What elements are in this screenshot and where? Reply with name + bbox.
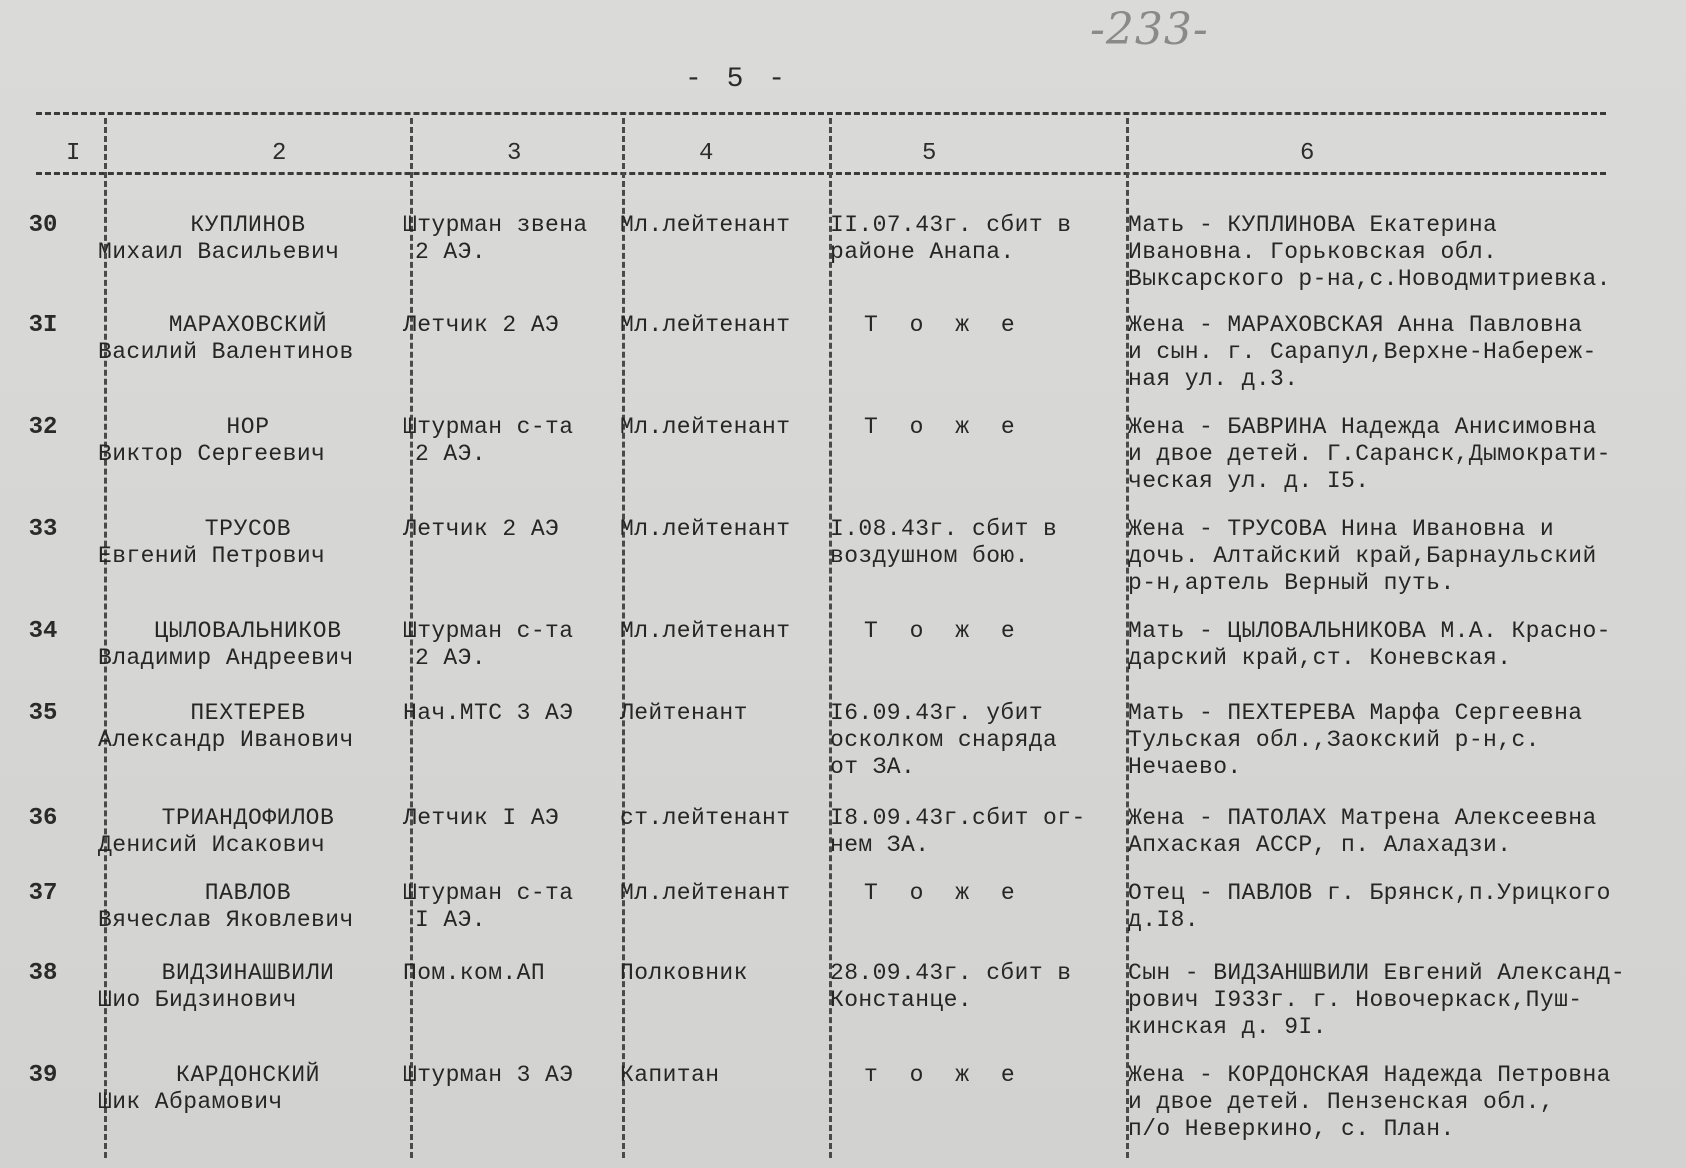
circumstances-line: I.08.43г. сбит в [830,516,1058,542]
relatives-cell [1128,312,1673,393]
circumstances-line: нем ЗА. [830,832,930,858]
relatives-line: Апхаская АССР, п. Алахадзи. [1128,832,1512,858]
position-line: Штурман звена [403,212,588,238]
circumstances-cell [830,700,1125,781]
relatives-line: Жена - КОРДОНСКАЯ Надежда Петровна [1128,1062,1611,1088]
circumstances-line: районе Анапа. [830,239,1015,265]
circumstances-cell [830,312,1125,339]
position-line: Летчик 2 АЭ [403,516,560,542]
row-number: 38 [28,960,58,987]
row-number: 35 [28,700,58,727]
position-line: Штурман с-та [403,880,574,906]
row-number: 36 [28,805,58,832]
surname: КУПЛИНОВ [190,212,306,238]
relatives-line: и двое детей. Пензенская обл., [1128,1089,1555,1115]
name-cell [98,618,398,672]
position-cell [403,516,618,543]
circumstances-line: I8.09.43г.сбит ог- [830,805,1086,831]
column-header-6: 6 [1300,140,1315,167]
relatives-line: дочь. Алтайский край,Барнаульский [1128,543,1597,569]
position-line: Летчик I АЭ [403,805,560,831]
given-name: Виктор Сергеевич [98,441,326,467]
circumstances-line: Констанце. [830,987,973,1013]
rank-cell: Мл.лейтенант [620,516,791,542]
circumstances-line: Т о ж е [864,618,1024,644]
circumstances-line: Т о ж е [864,414,1024,440]
given-name: Шио Бидзинович [98,987,297,1013]
relatives-line: Нечаево. [1128,754,1242,780]
page-number: - 5 - [685,64,790,95]
circumstances-cell [830,1062,1125,1089]
column-header-3: 3 [507,140,522,167]
given-name: Михаил Васильевич [98,239,340,265]
circumstances-cell [830,212,1125,266]
surname: КАРДОНСКИЙ [175,1062,321,1088]
position-line: Штурман с-та [403,414,574,440]
circumstances-line: воздушном бою. [830,543,1029,569]
row-number: 37 [28,880,58,907]
circumstances-cell [830,414,1125,441]
given-name: Вячеслав Яковлевич [98,907,354,933]
rank-cell: Полковник [620,960,748,986]
circumstances-line: осколком снаряда [830,727,1058,753]
position-line: Пом.ком.АП [403,960,546,986]
column-header-2: 2 [272,140,287,167]
relatives-line: ческая ул. д. I5. [1128,468,1370,494]
relatives-line: д.I8. [1128,907,1200,933]
relatives-line: Жена - БАВРИНА Надежда Анисимовна [1128,414,1597,440]
circumstances-line: II.07.43г. сбит в [830,212,1072,238]
surname: ТРИАНДОФИЛОВ [161,805,335,831]
position-cell [403,880,618,934]
relatives-line: Жена - ТРУСОВА Нина Ивановна и [1128,516,1555,542]
position-cell [403,312,618,339]
column-header-5: 5 [922,140,937,167]
name-cell [98,312,398,366]
row-number: 33 [28,516,58,543]
column-header-1: I [66,140,81,167]
relatives-line: рович I933г. г. Новочеркаск,Пуш- [1128,987,1583,1013]
surname: ТРУСОВ [204,516,292,542]
given-name: Евгений Петрович [98,543,326,569]
relatives-cell [1128,414,1673,495]
given-name: Владимир Андреевич [98,645,354,671]
relatives-line: Мать - КУПЛИНОВА Екатерина [1128,212,1498,238]
circumstances-cell [830,618,1125,645]
name-cell [98,212,398,266]
circumstances-line: 28.09.43г. сбит в [830,960,1072,986]
relatives-cell [1128,960,1673,1041]
position-line: I АЭ. [415,907,487,933]
archive-page-number: -233- [1090,4,1209,55]
relatives-line: дарский край,ст. Коневская. [1128,645,1512,671]
row-number: 30 [28,212,58,239]
rank-cell: Мл.лейтенант [620,414,791,440]
header-bottom-rule [36,172,1606,175]
position-cell [403,1062,618,1089]
name-cell [98,1062,398,1116]
position-cell [403,414,618,468]
position-line: 2 АЭ. [415,441,487,467]
position-line: Нач.МТС 3 АЭ [403,700,574,726]
circumstances-line: т о ж е [864,1062,1024,1088]
position-cell [403,618,618,672]
relatives-line: Жена - ПАТОЛАХ Матрена Алексеевна [1128,805,1597,831]
relatives-cell [1128,700,1673,781]
given-name: Шик Абрамович [98,1089,283,1115]
surname: МАРАХОВСКИЙ [168,312,328,338]
position-cell [403,700,618,727]
relatives-line: Ивановна. Горьковская обл. [1128,239,1498,265]
position-cell [403,212,618,266]
circumstances-cell [830,960,1125,1014]
position-line: Штурман 3 АЭ [403,1062,574,1088]
row-number: 3I [28,312,58,339]
relatives-cell [1128,212,1673,293]
column-header-4: 4 [699,140,714,167]
relatives-line: Жена - МАРАХОВСКАЯ Анна Павловна [1128,312,1583,338]
name-cell [98,960,398,1014]
surname: ВИДЗИНАШВИЛИ [161,960,335,986]
given-name: Василий Валентинов [98,339,354,365]
circumstances-cell [830,805,1125,859]
relatives-cell [1128,1062,1673,1143]
relatives-line: Отец - ПАВЛОВ г. Брянск,п.Урицкого [1128,880,1611,906]
surname: ЦЫЛОВАЛЬНИКОВ [154,618,342,644]
row-number: 39 [28,1062,58,1089]
given-name: Александр Иванович [98,727,354,753]
rank-cell: Капитан [620,1062,720,1088]
circumstances-cell [830,516,1125,570]
relatives-cell [1128,618,1673,672]
position-cell [403,805,618,832]
relatives-line: и сын. г. Сарапул,Верхне-Набереж- [1128,339,1597,365]
circumstances-line: от ЗА. [830,754,916,780]
relatives-line: Сын - ВИДЗАНШВИЛИ Евгений Александ- [1128,960,1626,986]
rank-cell: ст.лейтенант [620,805,791,831]
circumstances-line: I6.09.43г. убит [830,700,1044,726]
relatives-line: Мать - ПЕХТЕРЕВА Марфа Сергеевна [1128,700,1583,726]
given-name: Денисий Исакович [98,832,326,858]
name-cell [98,700,398,754]
name-cell [98,880,398,934]
relatives-line: п/о Неверкино, с. План. [1128,1116,1455,1142]
circumstances-cell [830,880,1125,907]
rank-cell: Мл.лейтенант [620,212,791,238]
relatives-line: р-н,артель Верный путь. [1128,570,1455,596]
relatives-cell [1128,516,1673,597]
relatives-line: Мать - ЦЫЛОВАЛЬНИКОВА М.А. Красно- [1128,618,1611,644]
relatives-cell [1128,880,1673,934]
name-cell [98,805,398,859]
rank-cell: Лейтенант [620,700,748,726]
position-cell [403,960,618,987]
relatives-line: Выксарского р-на,с.Новодмитриевка. [1128,266,1611,292]
table-top-rule [36,112,1606,115]
rank-cell: Мл.лейтенант [620,312,791,338]
name-cell [98,414,398,468]
circumstances-line: Т о ж е [864,880,1024,906]
relatives-line: и двое детей. Г.Саранск,Дымократи- [1128,441,1611,467]
position-line: Штурман с-та [403,618,574,644]
rank-cell: Мл.лейтенант [620,880,791,906]
rank-cell: Мл.лейтенант [620,618,791,644]
surname: ПЕХТЕРЕВ [190,700,306,726]
relatives-line: ная ул. д.3. [1128,366,1299,392]
position-line: Летчик 2 АЭ [403,312,560,338]
surname: НОР [226,414,270,440]
relatives-cell [1128,805,1673,859]
circumstances-line: Т о ж е [864,312,1024,338]
row-number: 34 [28,618,58,645]
position-line: 2 АЭ. [415,239,487,265]
relatives-line: кинская д. 9I. [1128,1014,1327,1040]
surname: ПАВЛОВ [204,880,292,906]
position-line: 2 АЭ. [415,645,487,671]
relatives-line: Тульская обл.,Заокский р-н,с. [1128,727,1540,753]
name-cell [98,516,398,570]
row-number: 32 [28,414,58,441]
